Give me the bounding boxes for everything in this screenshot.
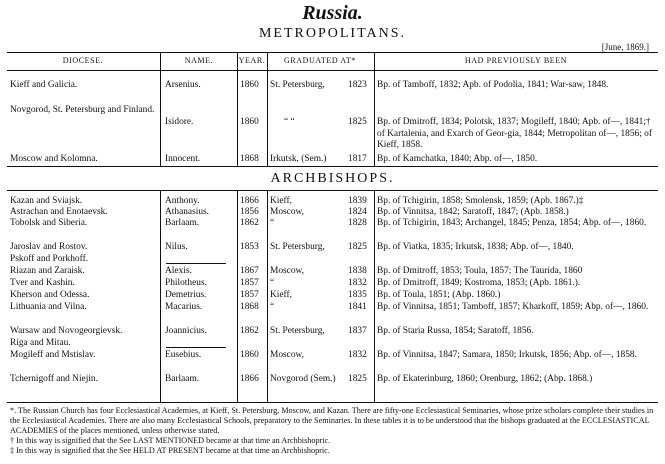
- year-cell: 1860: [240, 350, 259, 360]
- column-rule: [374, 52, 375, 166]
- graduated-cell: Moscow,: [270, 207, 305, 217]
- diocese-cell: Tver and Kashin.: [10, 278, 75, 288]
- graduated-year-cell: 1832: [348, 278, 367, 288]
- previously-cell: Bp. of Tchigirin, 1858; Smolensk, 1859; (Apb. 1867.)‡: [377, 196, 584, 206]
- name-cell: Isidore.: [165, 117, 194, 127]
- graduated-year-cell: 1837: [348, 326, 367, 336]
- table-bottom-rule: [7, 402, 658, 403]
- year-cell: 1868: [240, 154, 259, 164]
- graduated-year-cell: 1835: [348, 290, 367, 300]
- table-top-rule: [7, 52, 658, 53]
- column-rule: [160, 52, 161, 166]
- year-cell: 1860: [240, 117, 259, 127]
- graduated-year-cell: 1828: [348, 218, 367, 228]
- graduated-year-cell: 1825: [348, 242, 367, 252]
- previously-cell: Bp. of Vinnitsa, 1847; Samara, 1850; Irkutsk, 1856; Abp. of—, 1858.: [377, 350, 637, 360]
- graduated-year-cell: 1841: [348, 302, 367, 312]
- year-cell: 1867: [240, 266, 259, 276]
- graduated-cell: Kieff,: [270, 196, 292, 206]
- name-cell: Arsenius.: [165, 80, 201, 90]
- previously-cell: Bp. of Dmitroff, 1849; Kostroma, 1853; (Apb. 1861.).: [377, 278, 581, 288]
- year-cell: 1856: [240, 207, 259, 217]
- diocese-cell: Warsaw and Novogeorgievsk.: [10, 326, 123, 336]
- diocese-cell: Pskoff and Porkhoff.: [10, 254, 89, 264]
- graduated-cell: Novgorod (Sem.): [270, 374, 336, 384]
- header-previously: HAD PREVIOUSLY BEEN: [464, 56, 568, 65]
- diocese-cell: Kazan and Sviajsk.: [10, 196, 83, 206]
- diocese-cell: Mogileff and Mstislav.: [10, 350, 96, 360]
- metropolitans-heading: METROPOLITANS.: [258, 26, 407, 41]
- section-rule: [7, 190, 658, 191]
- header-bottom-rule: [7, 70, 658, 71]
- diocese-cell: Novgorod, St. Petersburg and Finland.: [10, 105, 155, 115]
- column-rule: [237, 52, 238, 166]
- previously-cell: Bp. of Vinnitsa, 1851; Tamboff, 1857; Kharkoff, 1859; Abp. of—, 1860.: [377, 302, 649, 312]
- graduated-year-cell: 1825: [348, 117, 367, 127]
- column-rule: [267, 52, 268, 166]
- graduated-year-cell: 1825: [348, 374, 367, 384]
- graduated-year-cell: 1838: [348, 266, 367, 276]
- year-cell: 1862: [240, 326, 259, 336]
- diocese-cell: Riga and Mitau.: [10, 338, 71, 348]
- year-cell: 1857: [240, 290, 259, 300]
- previously-cell: Bp. of Tchigirin, 1843; Archangel, 1845; Penza, 1854; Abp. of—, 1860.: [377, 218, 647, 228]
- diocese-cell: Kieff and Galicia.: [10, 80, 78, 90]
- name-cell: Philotheus.: [165, 278, 207, 288]
- graduated-year-cell: 1832: [348, 350, 367, 360]
- vacant-rule: [166, 347, 226, 348]
- name-cell: Athanasius.: [165, 207, 210, 217]
- graduated-cell: “: [270, 302, 275, 312]
- previously-cell: Bp. of Ekaterinburg, 1860; Orenburg, 1862; (Abp. 1868.): [377, 374, 593, 384]
- previously-cell: Bp. of Staria Russa, 1854; Saratoff, 1856.: [377, 326, 534, 336]
- graduated-year-cell: 1824: [348, 207, 367, 217]
- previously-cell: Bp. of Dmitroff, 1853; Toula, 1857; The Taurida, 1860: [377, 266, 583, 276]
- previously-cell: Bp. of Toula, 1851; (Abp. 1860.): [377, 290, 501, 300]
- name-cell: Joannicius.: [165, 326, 207, 336]
- vacant-rule: [166, 263, 226, 264]
- previously-cell: Bp. of Kamchatka, 1840; Abp. of—, 1850.: [377, 154, 538, 164]
- previously-cell: Bp. of Dmitroff, 1834; Polotsk, 1837; Mogileff, 1840; Apb. of—, 1841;† of Kartalenia, and Exarch of Geor-gia, 1844; Metropolitan of—, 1856; of Kieff, 1858.: [377, 117, 652, 150]
- header-name: NAME.: [184, 56, 214, 65]
- name-cell: Nilus.: [165, 242, 188, 252]
- graduated-year-cell: 1817: [348, 154, 367, 164]
- year-cell: 1860: [240, 80, 259, 90]
- year-cell: 1862: [240, 218, 259, 228]
- graduated-cell: St. Petersburg,: [270, 80, 325, 90]
- graduated-cell: “: [270, 278, 275, 288]
- name-cell: Innocent.: [165, 154, 201, 164]
- column-rule: [374, 190, 375, 402]
- diocese-cell: Tobolsk and Siberia.: [10, 218, 88, 228]
- column-rule: [267, 190, 268, 402]
- year-cell: 1853: [240, 242, 259, 252]
- diocese-cell: Astrachan and Enotaevsk.: [10, 207, 108, 217]
- diocese-cell: Jaroslav and Rostov.: [10, 242, 88, 252]
- name-cell: Barlaam.: [165, 218, 200, 228]
- name-cell: Anthony.: [165, 196, 200, 206]
- graduated-cell: St. Petersburg,: [270, 242, 325, 252]
- footnote-star: *. The Russian Church has four Ecclesiastical Academies, at Kieff, St. Petersburg, Moscow, and Kazan. There are fifty-one Ecclesiastical Seminaries, whose prize scholars complete their studies in the Ecclesiastical Academies. There are also many Ecclesiastical Schools, preparatory to the Seminaries. In these tables it is to be understood that the bishops graduated at the ECCLESIASTICAL ACADEMIES of the places mentioned, unless otherwise stated.: [10, 406, 654, 435]
- footnote-dagger: † In this way is signified that the See LAST MENTIONED became at that time an Archbishopric.: [10, 436, 331, 445]
- name-cell: Demetrius.: [165, 290, 207, 300]
- graduated-cell: “ “: [284, 117, 295, 127]
- graduated-cell: Kieff,: [270, 290, 292, 300]
- column-rule: [237, 190, 238, 402]
- diocese-cell: Tchernigoff and Niejin.: [10, 374, 98, 384]
- graduated-cell: Moscow,: [270, 266, 305, 276]
- graduated-cell: Moscow,: [270, 350, 305, 360]
- name-cell: Barlaam.: [165, 374, 200, 384]
- graduated-year-cell: 1839: [348, 196, 367, 206]
- diocese-cell: Riazan and Zaraisk.: [10, 266, 85, 276]
- date-label: [June, 1869.]: [601, 42, 649, 52]
- name-cell: Macarius.: [165, 302, 203, 312]
- footnote-double-dagger: ‡ In this way is signified that the See HELD AT PRESENT became at that time an Archbishopric.: [10, 446, 330, 455]
- archbishops-heading: ARCHBISHOPS.: [270, 171, 395, 186]
- year-cell: 1866: [240, 196, 259, 206]
- section-rule: [7, 166, 658, 167]
- previously-cell: Bp. of Vinnitsa, 1842; Saratoff, 1847; (Apb. 1858.): [377, 207, 569, 217]
- column-rule: [160, 190, 161, 402]
- header-year: YEAR.: [238, 56, 266, 65]
- graduated-cell: St. Petersburg,: [270, 326, 325, 336]
- header-diocese: DIOCESE.: [62, 56, 104, 65]
- diocese-cell: Kherson and Odessa.: [10, 290, 90, 300]
- year-cell: 1857: [240, 278, 259, 288]
- year-cell: 1866: [240, 374, 259, 384]
- diocese-cell: Moscow and Kolomna.: [10, 154, 98, 164]
- previously-cell: Bp. of Tamboff, 1832; Apb. of Podolia, 1841; War-saw, 1848.: [377, 80, 609, 90]
- name-cell: Alexis.: [165, 266, 192, 276]
- diocese-cell: Lithuania and Vilna.: [10, 302, 87, 312]
- graduated-year-cell: 1823: [348, 80, 367, 90]
- name-cell: Eusebius.: [165, 350, 202, 360]
- header-graduated: GRADUATED AT*: [283, 56, 357, 65]
- previously-cell: Bp. of Viatka, 1835; Irkutsk, 1838; Abp. of—, 1840.: [377, 242, 574, 252]
- page-title: Russia.: [302, 2, 363, 24]
- year-cell: 1868: [240, 302, 259, 312]
- graduated-cell: Irkutsk, (Sem.): [270, 154, 327, 164]
- graduated-cell: “: [270, 218, 275, 228]
